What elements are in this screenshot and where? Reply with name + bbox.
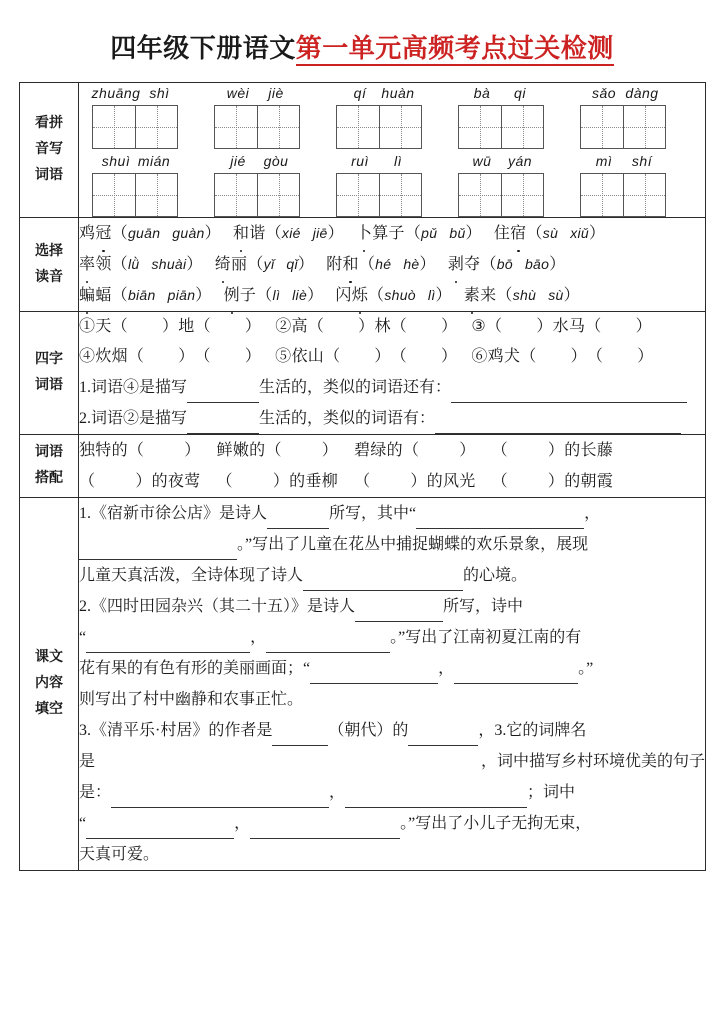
page-title-black: 四年级下册语文 (110, 34, 296, 63)
text-fill-fragment: ， (438, 660, 455, 677)
tianzige-grid[interactable] (214, 173, 300, 217)
page-title-red: 第一单元高频考点过关检测 (296, 34, 614, 66)
collocation-suffix: 的垂柳 (289, 473, 339, 490)
section-body-text-fill (79, 498, 706, 871)
reading-choice-item[interactable]: 剥夺（bō bāo） (448, 249, 566, 280)
pinyin-option[interactable]: pǔ (421, 225, 438, 241)
idiom-list (79, 312, 705, 372)
paren-blank[interactable]: （ ） (586, 348, 654, 365)
pinyin-syllable: qi (514, 85, 526, 101)
text-fill-line (79, 622, 705, 653)
text-fill-fragment: 是： (79, 784, 112, 801)
text-fill-fragment: 。”写出了儿童在花丛中捕捉蝴蝶的欢乐景象，展现 (237, 536, 589, 553)
collocation-item[interactable]: （ ）的长藤 (491, 442, 614, 459)
pinyin-label (205, 151, 309, 171)
answer-blank[interactable] (79, 541, 237, 560)
idiom-number: ① (79, 318, 96, 335)
section-label-line: 填空 (35, 702, 63, 717)
paren-blank[interactable]: （ ） (324, 348, 391, 365)
collocation-prefix: 独特的 (79, 442, 128, 459)
text-fill-fragment: （朝代）的 (328, 722, 409, 739)
text-fill-fragment: ， (250, 629, 267, 646)
text-fill-fragment: “ (79, 815, 87, 832)
text-fill-fragment: 则写出了村中幽静和农事正忙。 (79, 691, 304, 708)
dotted-character: 剥 (448, 250, 464, 280)
pinyin-syllable: huàn (381, 85, 415, 101)
table-row-reading-choice (20, 218, 706, 312)
pinyin-option[interactable]: shuò (384, 287, 416, 303)
section-label-line: 四字 (35, 352, 63, 367)
tianzige-grid[interactable] (336, 173, 422, 217)
pinyin-syllable: qí (353, 85, 367, 101)
pinyin-label (571, 83, 675, 103)
text-fill-fragment: 儿童天真活泼，全诗体现了诗人 (79, 567, 304, 584)
text-fill-fragment: ；词中 (527, 784, 576, 801)
section-label-line: 内容 (35, 676, 63, 691)
reading-choice-list (79, 218, 705, 311)
pinyin-option[interactable]: hé (375, 256, 392, 272)
tianzige-cell[interactable] (623, 174, 665, 216)
tianzige-cell[interactable] (93, 106, 135, 148)
section-label-line: 词语 (35, 168, 63, 183)
pinyin-syllable: jié (230, 153, 246, 169)
reading-choice-row (79, 218, 705, 249)
pinyin-option[interactable]: bāo (524, 256, 550, 272)
tianzige-cell[interactable] (623, 106, 665, 148)
tianzige-grid[interactable] (92, 105, 178, 149)
pinyin-syllable: dàng (625, 85, 659, 101)
collocation-item[interactable]: （ ）的风光 (354, 473, 476, 490)
pinyin-grid-group (327, 151, 431, 217)
pinyin-syllable: ruì (351, 153, 369, 169)
text-fill-fragment: ，词中描写乡村环境优美的句子 (480, 753, 705, 770)
answer-blank[interactable] (408, 727, 478, 746)
pinyin-syllable: mì (595, 153, 613, 169)
tianzige-cell[interactable] (581, 106, 623, 148)
tianzige-grid[interactable] (336, 105, 422, 149)
pinyin-option[interactable]: hè (403, 256, 420, 272)
answer-blank[interactable] (86, 634, 250, 653)
text-fill-fragment: 。”写出了小儿子无拘无束， (400, 815, 592, 832)
pinyin-option[interactable]: guān (127, 225, 161, 241)
text-fill-fragment: ，3.它的词牌名 (478, 722, 587, 739)
idiom-item[interactable]: ④炊烟（ ）（ ） (79, 342, 261, 372)
dotted-character: 和 (233, 219, 249, 249)
reading-choice-item[interactable]: 住宿（sù xiǔ） (494, 218, 605, 249)
answer-blank[interactable] (187, 384, 259, 403)
answer-blank[interactable] (355, 603, 443, 622)
answer-blank[interactable] (187, 415, 259, 434)
idiom-item[interactable]: ①天（ ）地（ ） (79, 312, 261, 342)
tianzige-cell[interactable] (93, 174, 135, 216)
section-label-reading (20, 218, 79, 312)
table-row-idioms (20, 312, 706, 435)
pinyin-option[interactable]: xiǔ (570, 225, 589, 241)
reading-choice-item[interactable]: 蝙蝠（biān piān） (79, 280, 212, 311)
pinyin-syllable: wū (472, 153, 492, 169)
tianzige-cell[interactable] (337, 174, 379, 216)
collocation-list (79, 435, 705, 497)
table-row-collocation (20, 435, 706, 498)
collocation-prefix: 鲜嫩的 (216, 442, 266, 459)
text-fill-fragment: 花有果的有色有形的美丽画面；“ (79, 660, 311, 677)
text-fill-fragment: ， (584, 505, 601, 522)
collocation-suffix: 的长藤 (564, 442, 614, 459)
text-fill-line (79, 777, 705, 808)
pinyin-grid-row-1 (79, 83, 705, 149)
tianzige-grid[interactable] (580, 173, 666, 217)
text-fill-fragment: 3.《清平乐·村居》的作者是 (79, 722, 273, 739)
tianzige-cell[interactable] (257, 106, 299, 148)
collocation-item[interactable]: 碧绿的（ ） (354, 442, 476, 459)
tianzige-cell[interactable] (459, 174, 501, 216)
text-fill-line (79, 839, 705, 870)
pinyin-label (83, 151, 187, 171)
text-fill-fragment: 1.《宿新市徐公店》是诗人 (79, 505, 268, 522)
text-fill-line (79, 591, 705, 622)
pinyin-syllable: mián (137, 153, 171, 169)
collocation-suffix: 的夜莺 (151, 473, 201, 490)
text-fill-line (79, 653, 705, 684)
reading-choice-item[interactable]: 卜算子（pǔ bǔ） (356, 218, 482, 249)
dotted-character: 冠 (95, 219, 111, 249)
dotted-character: 例 (224, 281, 240, 311)
pinyin-syllable: gòu (263, 153, 289, 169)
answer-blank[interactable] (266, 634, 390, 653)
answer-blank[interactable] (111, 789, 329, 808)
pinyin-option[interactable]: liè (292, 287, 308, 303)
pinyin-option[interactable]: guàn (172, 225, 205, 241)
pinyin-option[interactable]: sù (548, 287, 564, 303)
paren-blank[interactable]: （ ） (111, 318, 179, 335)
pinyin-syllable: bà (473, 85, 491, 101)
pinyin-label (327, 83, 431, 103)
answer-blank[interactable] (435, 415, 681, 434)
worksheet-table-body (20, 83, 706, 871)
answer-blank[interactable] (303, 572, 463, 591)
collocation-item[interactable]: （ ）的夜莺 (79, 473, 201, 490)
section-label-line: 搭配 (35, 471, 63, 486)
answer-blank[interactable] (86, 820, 234, 839)
reading-choice-item[interactable]: 绮丽（yǐ qǐ） (215, 249, 314, 280)
pinyin-grid-group (83, 151, 187, 217)
section-label-line: 选择 (35, 243, 63, 259)
pinyin-option[interactable]: lǜ (127, 256, 140, 272)
pinyin-option[interactable]: lì (272, 287, 281, 303)
reading-choice-item[interactable]: 闪烁（shuò lì） (335, 280, 451, 311)
pinyin-grid-group (571, 83, 675, 149)
text-fill-fragment: 。” (578, 660, 594, 677)
idiom-fill-prefix: 1.词语④是描写 (79, 379, 188, 396)
text-fill-line (79, 808, 705, 839)
tianzige-cell[interactable] (459, 106, 501, 148)
section-label-line: 看拼 (35, 116, 63, 131)
dotted-character: 烁 (352, 281, 368, 311)
pinyin-grid-row-2 (79, 151, 705, 217)
text-fill-fragment: 是 (79, 753, 96, 770)
answer-blank[interactable] (454, 665, 578, 684)
text-fill-fragment: 所写，其中“ (329, 505, 417, 522)
pinyin-grid-group (327, 83, 431, 149)
idiom-fill-row (79, 403, 705, 434)
idiom-item[interactable]: ②高（ ）林（ ） (275, 312, 457, 342)
text-fill-line (79, 715, 705, 746)
text-fill-line (79, 684, 705, 715)
pinyin-syllable: zhuāng (91, 85, 141, 101)
text-fill-fragment: 2.《四时田园杂兴（其二十五）》是诗人 (79, 598, 356, 615)
pinyin-label (83, 83, 187, 103)
answer-blank[interactable] (250, 820, 400, 839)
dotted-character: 率 (79, 250, 95, 280)
idiom-item[interactable]: ⑤依山（ ）（ ） (275, 342, 457, 372)
text-fill-line (79, 529, 705, 560)
reading-choice-item[interactable]: 鸡冠（guān guàn） (79, 218, 221, 249)
pinyin-syllable: lì (394, 153, 402, 169)
section-label-line: 音写 (35, 142, 63, 157)
pinyin-option[interactable]: qǐ (286, 256, 298, 272)
pinyin-option[interactable]: xié (281, 225, 301, 241)
tianzige-cell[interactable] (379, 174, 421, 216)
pinyin-label (449, 83, 553, 103)
text-fill-line (79, 498, 705, 529)
pinyin-syllable: sǎo (591, 85, 617, 101)
pinyin-syllable: shuì (101, 153, 131, 169)
idiom-number: ② (275, 318, 292, 335)
dotted-character: 宿 (510, 219, 526, 249)
pinyin-option[interactable]: shù (512, 287, 537, 303)
section-label-collocation (20, 435, 79, 498)
table-row-text-fill (20, 498, 706, 871)
answer-blank[interactable] (272, 727, 328, 746)
answer-blank[interactable] (451, 384, 687, 403)
section-label-line: 课文 (35, 650, 63, 665)
idiom-number: ⑤ (275, 348, 292, 365)
idiom-item[interactable]: ③（ ）水马（ ） (471, 312, 652, 342)
idiom-row (79, 342, 705, 372)
text-fill-fragment: ， (234, 815, 251, 832)
text-fill-fragment: 的心境。 (463, 567, 528, 584)
reading-choice-item[interactable]: 附和（hé hè） (326, 249, 436, 280)
reading-choice-row (79, 249, 705, 280)
idiom-fill-middle: 生活的，类似的词语有： (259, 410, 436, 427)
paren-blank[interactable]: （ ） (307, 318, 375, 335)
tianzige-grid[interactable] (214, 105, 300, 149)
pinyin-syllable: shí (631, 153, 653, 169)
section-body-collocation (79, 435, 706, 498)
tianzige-grid[interactable] (458, 173, 544, 217)
reading-choice-item[interactable]: 素来（shù sù） (464, 280, 580, 311)
pinyin-option[interactable]: shuài (151, 256, 187, 272)
reading-choice-row (79, 280, 705, 311)
text-fill-line (79, 746, 705, 777)
pinyin-option[interactable]: yǐ (263, 256, 275, 272)
pinyin-grid-group (449, 83, 553, 149)
section-label-line: 词语 (35, 378, 63, 393)
pinyin-option[interactable]: bō (496, 256, 513, 272)
pinyin-option[interactable]: sù (542, 225, 559, 241)
dotted-character: 绮 (215, 250, 231, 280)
page-title (0, 0, 724, 71)
idiom-fill-row (79, 372, 705, 403)
section-label-line: 词语 (35, 445, 63, 460)
section-body-pinyin (79, 83, 706, 218)
section-body-idioms (79, 312, 706, 435)
pinyin-option[interactable]: piān (167, 287, 196, 303)
collocation-item[interactable]: 鲜嫩的（ ） (216, 442, 339, 459)
pinyin-grid-group (205, 83, 309, 149)
pinyin-option[interactable]: biān (127, 287, 156, 303)
pinyin-grid-group (205, 151, 309, 217)
pinyin-syllable: jiè (268, 85, 284, 101)
idiom-row (79, 312, 705, 342)
collocation-row (79, 466, 705, 497)
section-body-reading (79, 218, 706, 312)
answer-blank[interactable] (345, 789, 527, 808)
idiom-fill-list (79, 372, 705, 434)
paren-blank[interactable]: （ ） (390, 318, 458, 335)
answer-blank[interactable] (416, 510, 584, 529)
pinyin-option[interactable]: jiē (312, 225, 328, 241)
tianzige-cell[interactable] (337, 106, 379, 148)
paren-blank[interactable]: （ ） (194, 348, 262, 365)
worksheet-table (19, 82, 706, 871)
pinyin-label (205, 83, 309, 103)
paren-blank[interactable]: （ ） (127, 348, 195, 365)
collocation-item[interactable]: 独特的（ ） (79, 442, 201, 459)
pinyin-label (449, 151, 553, 171)
paren-blank[interactable]: （ ） (486, 318, 553, 335)
pinyin-grid-group (571, 151, 675, 217)
idiom-number: ④ (79, 348, 96, 365)
dotted-character: 卜 (356, 219, 372, 249)
tianzige-cell[interactable] (581, 174, 623, 216)
tianzige-cell[interactable] (379, 106, 421, 148)
answer-blank[interactable] (267, 510, 329, 529)
paren-blank[interactable]: （ ） (194, 318, 262, 335)
tianzige-cell[interactable] (135, 106, 177, 148)
tianzige-cell[interactable] (501, 106, 543, 148)
pinyin-grid-group (449, 151, 553, 217)
tianzige-cell[interactable] (501, 174, 543, 216)
dotted-character: 和 (343, 250, 359, 280)
section-label-idioms (20, 312, 79, 435)
paren-blank[interactable]: （ ） (585, 318, 652, 335)
pinyin-grid-group (83, 83, 187, 149)
tianzige-cell[interactable] (135, 174, 177, 216)
pinyin-syllable: wèi (226, 85, 250, 101)
collocation-item[interactable]: （ ）的垂柳 (216, 473, 339, 490)
pinyin-option[interactable]: bǔ (449, 225, 466, 241)
reading-choice-item[interactable]: 率领（lǜ shuài） (79, 249, 203, 280)
tianzige-grid[interactable] (580, 105, 666, 149)
text-fill-fragment: 天真可爱。 (79, 846, 160, 863)
answer-blank[interactable] (310, 665, 438, 684)
collocation-suffix: 的朝霞 (564, 473, 614, 490)
text-fill-line (79, 560, 705, 591)
idiom-number: ⑥ (471, 348, 488, 365)
paren-blank[interactable]: （ ） (390, 348, 458, 365)
idiom-item[interactable]: ⑥鸡犬（ ）（ ） (471, 342, 653, 372)
collocation-prefix: 碧绿的 (354, 442, 403, 459)
tianzige-grid[interactable] (458, 105, 544, 149)
section-label-line: 读音 (35, 269, 63, 285)
pinyin-label (327, 151, 431, 171)
pinyin-syllable: shì (149, 85, 170, 101)
table-row-pinyin (20, 83, 706, 218)
idiom-number: ③ (471, 318, 487, 335)
reading-choice-item[interactable]: 和谐（xié jiē） (233, 218, 344, 249)
dotted-character: 蝙 (79, 281, 95, 311)
text-fill-fragment: 所写，诗中 (443, 598, 524, 615)
pinyin-label (571, 151, 675, 171)
tianzige-cell[interactable] (257, 174, 299, 216)
pinyin-syllable: yán (507, 153, 533, 169)
section-label-text-fill (20, 498, 79, 871)
text-fill-fragment: ， (329, 784, 346, 801)
text-fill-list (79, 498, 705, 870)
paren-blank[interactable]: （ ） (520, 348, 587, 365)
text-fill-fragment: 。”写出了江南初夏江南的有 (390, 629, 582, 646)
section-label-pinyin (20, 83, 79, 218)
pinyin-option[interactable]: lì (427, 287, 436, 303)
tianzige-grid[interactable] (92, 173, 178, 217)
tianzige-cell[interactable] (215, 106, 257, 148)
collocation-item[interactable]: （ ）的朝霞 (491, 473, 614, 490)
idiom-fill-middle: 生活的，类似的词语还有： (259, 379, 452, 396)
text-fill-fragment: “ (79, 629, 87, 646)
collocation-suffix: 的风光 (426, 473, 476, 490)
collocation-row (79, 435, 705, 466)
reading-choice-item[interactable]: 例子（lì liè） (224, 280, 324, 311)
dotted-character: 素 (464, 281, 480, 311)
idiom-fill-prefix: 2.词语②是描写 (79, 410, 188, 427)
tianzige-cell[interactable] (215, 174, 257, 216)
